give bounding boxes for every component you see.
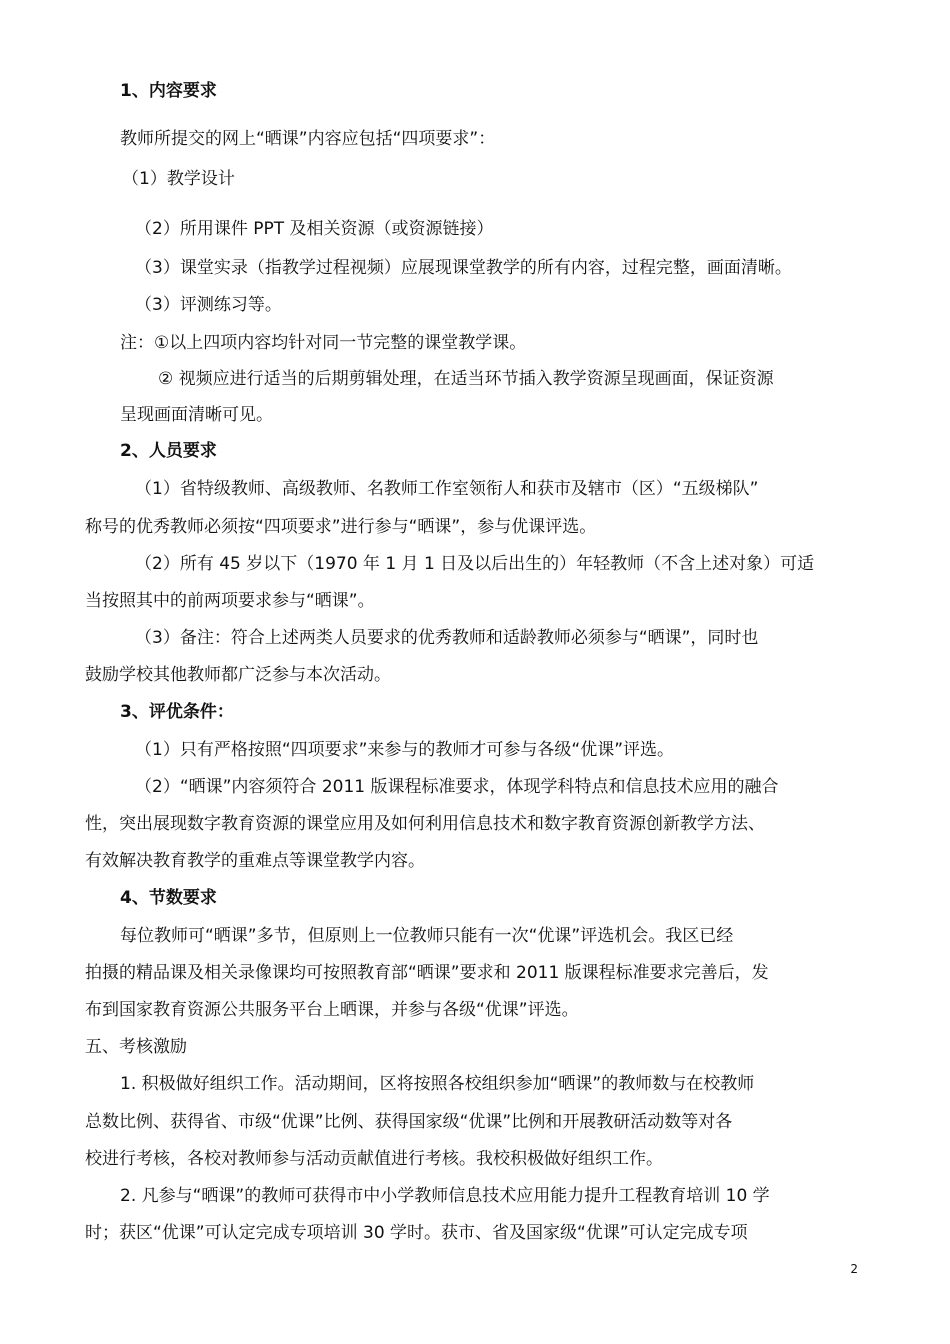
paragraph-line: 2. 凡参与“晒课”的教师可获得市中小学教师信息技术应用能力提升工程教育培训 10 学 (120, 1186, 770, 1206)
paragraph-line: 时；获区“优课”可认定完成专项培训 30 学时。获市、省及国家级“优课”可认定完成专项 (85, 1223, 748, 1243)
paragraph-line: （1）省特级教师、高级教师、名教师工作室领衔人和获市及辖市（区）“五级梯队” (135, 479, 759, 499)
paragraph-line: （3）备注：符合上述两类人员要求的优秀教师和适龄教师必须参与“晒课”，同时也 (135, 628, 759, 648)
paragraph-line: 每位教师可“晒课”多节，但原则上一位教师只能有一次“优课”评选机会。我区已经 (120, 926, 734, 946)
page-number: 2 (850, 1262, 858, 1276)
heading-lesson-count: 4、节数要求 (120, 888, 217, 908)
list-item-exercises: （3）评测练习等。 (135, 295, 282, 315)
heading-content-requirements: 1、内容要求 (120, 81, 217, 101)
note-line: 注：①以上四项内容均针对同一节完整的课堂教学课。 (120, 333, 527, 353)
paragraph-line: 有效解决教育教学的重难点等课堂教学内容。 (85, 851, 425, 871)
paragraph-line: 1. 积极做好组织工作。活动期间，区将按照各校组织参加“晒课”的教师数与在校教师 (120, 1074, 755, 1094)
paragraph-line: 性，突出展现数字教育资源的课堂应用及如何利用信息技术和数字教育资源创新教学方法、 (85, 814, 765, 834)
note-line: ② 视频应进行适当的后期剪辑处理，在适当环节插入教学资源呈现画面，保证资源 (158, 369, 774, 389)
heading-assessment-incentives: 五、考核激励 (85, 1037, 187, 1057)
paragraph-line: 当按照其中的前两项要求参与“晒课”。 (85, 591, 375, 611)
list-item-courseware: （2）所用课件 PPT 及相关资源（或资源链接） (135, 219, 494, 239)
heading-personnel-requirements: 2、人员要求 (120, 441, 217, 461)
paragraph-line: 布到国家教育资源公共服务平台上晒课，并参与各级“优课”评选。 (85, 1000, 579, 1020)
list-item-class-recording: （3）课堂实录（指教学过程视频）应展现课堂教学的所有内容，过程完整，画面清晰。 (135, 258, 792, 278)
paragraph-line: 校进行考核，各校对教师参与活动贡献值进行考核。我校积极做好组织工作。 (85, 1149, 663, 1169)
paragraph-line: （2）“晒课”内容须符合 2011 版课程标准要求，体现学科特点和信息技术应用的融合 (135, 777, 779, 797)
heading-evaluation-conditions: 3、评优条件： (120, 702, 234, 722)
paragraph-line: 总数比例、获得省、市级“优课”比例、获得国家级“优课”比例和开展教研活动数等对各 (85, 1112, 733, 1132)
note-line: 呈现画面清晰可见。 (120, 405, 273, 425)
paragraph-line: 教师所提交的网上“晒课”内容应包括“四项要求”： (120, 129, 496, 149)
paragraph-line: 拍摄的精品课及相关录像课均可按照教育部“晒课”要求和 2011 版课程标准要求完善后，发 (85, 963, 769, 983)
paragraph-line: （1）只有严格按照“四项要求”来参与的教师才可参与各级“优课”评选。 (135, 740, 675, 760)
paragraph-line: 鼓励学校其他教师都广泛参与本次活动。 (85, 665, 391, 685)
paragraph-line: 称号的优秀教师必须按“四项要求”进行参与“晒课”，参与优课评选。 (85, 517, 597, 537)
list-item-teaching-design: （1）教学设计 (122, 169, 235, 189)
paragraph-line: （2）所有 45 岁以下（1970 年 1 月 1 日及以后出生的）年轻教师（不含上述对象）可适 (135, 554, 815, 574)
